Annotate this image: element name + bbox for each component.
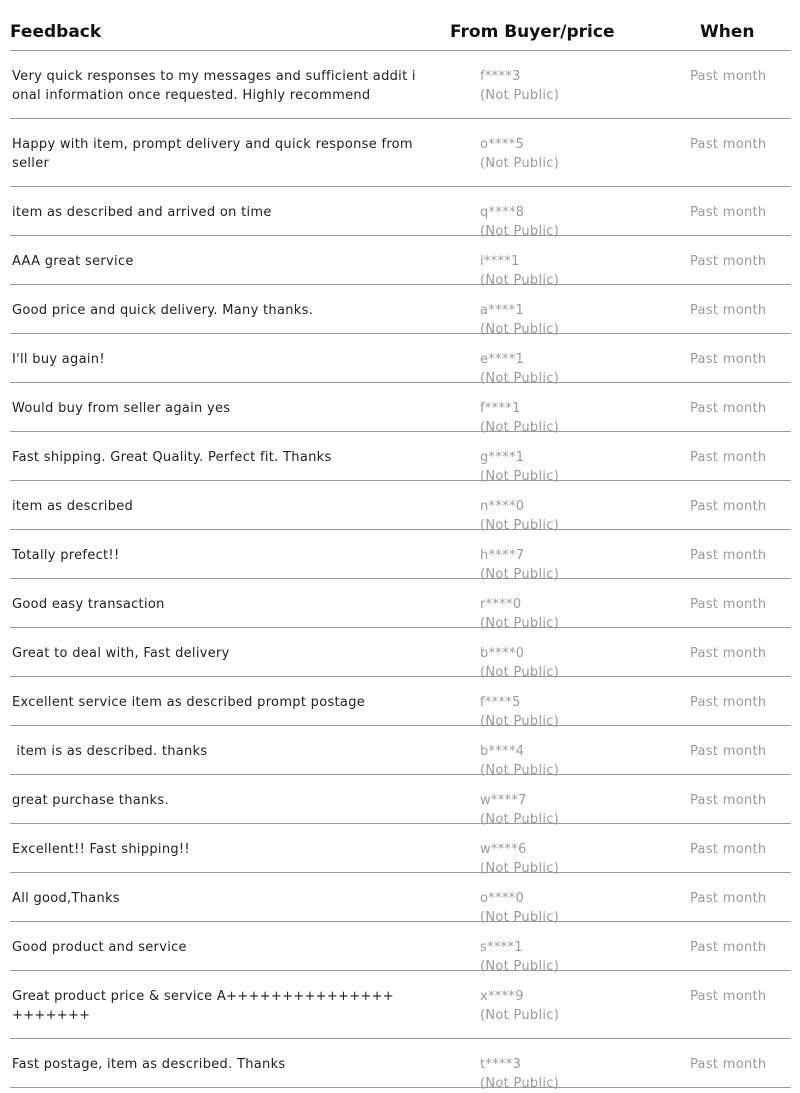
buyer-id <box>480 67 559 105</box>
feedback-text: Very quick responses to my messages and sufficient addit ional information once requested. Highly recommend <box>12 69 416 103</box>
feedback-date: Past month <box>690 69 767 84</box>
feedback-row <box>10 236 791 288</box>
buyer-name: w****7 <box>480 793 527 808</box>
feedback-date: Past month <box>690 940 767 955</box>
feedback-date: Past month <box>690 137 767 152</box>
feedback-date: Past month <box>690 548 767 563</box>
feedback-text: Good price and quick delivery. Many thanks. <box>12 303 314 318</box>
feedback-text: Excellent service item as described prompt postage <box>12 695 366 710</box>
buyer-visibility: (Not Public) <box>480 1076 560 1091</box>
feedback-date: Past month <box>690 597 767 612</box>
feedback-row <box>10 824 791 876</box>
feedback-row <box>10 187 791 239</box>
buyer-name: r****0 <box>480 597 522 612</box>
feedback-date: Past month <box>690 891 767 906</box>
feedback-text: Would buy from seller again yes <box>12 401 231 416</box>
feedback-date: Past month <box>690 646 767 661</box>
buyer-visibility: (Not Public) <box>480 567 560 582</box>
feedback-row <box>10 119 791 187</box>
buyer-visibility: (Not Public) <box>480 273 560 288</box>
buyer-visibility: (Not Public) <box>480 616 560 631</box>
buyer-name: s****1 <box>480 940 523 955</box>
buyer-visibility: (Not Public) <box>480 88 560 103</box>
buyer-visibility: (Not Public) <box>480 959 560 974</box>
feedback-text: item as described and arrived on time <box>12 205 272 220</box>
buyer-id <box>480 987 559 1025</box>
feedback-row <box>10 51 791 119</box>
feedback-row <box>10 579 791 631</box>
buyer-name: q****8 <box>480 205 525 220</box>
feedback-row <box>10 285 791 337</box>
feedback-text: Great product price & service A+++++++++++++++ +++++++ <box>12 989 394 1023</box>
buyer-name: w****6 <box>480 842 527 857</box>
buyer-visibility: (Not Public) <box>480 665 560 680</box>
buyer-name: e****1 <box>480 352 525 367</box>
buyer-name: n****0 <box>480 499 525 514</box>
feedback-date: Past month <box>690 352 767 367</box>
when-column-header: When <box>700 22 755 42</box>
feedback-date: Past month <box>690 205 767 220</box>
buyer-id <box>480 1055 559 1093</box>
feedback-row <box>10 873 791 925</box>
feedback-date: Past month <box>690 254 767 269</box>
feedback-date: Past month <box>690 744 767 759</box>
feedback-text: great purchase thanks. <box>12 793 169 808</box>
buyer-name: g****1 <box>480 450 525 465</box>
buyer-name: f****3 <box>480 69 521 84</box>
feedback-text: item as described <box>12 499 134 514</box>
feedback-date: Past month <box>690 695 767 710</box>
buyer-name: o****5 <box>480 137 525 152</box>
buyer-name: b****4 <box>480 744 525 759</box>
buyer-visibility: (Not Public) <box>480 322 560 337</box>
feedback-date: Past month <box>690 499 767 514</box>
feedback-text: Happy with item, prompt delivery and quick response from seller <box>12 137 413 171</box>
feedback-row <box>10 432 791 484</box>
feedback-row <box>10 628 791 680</box>
buyer-id <box>480 135 559 173</box>
feedback-date: Past month <box>690 793 767 808</box>
feedback-row <box>10 481 791 533</box>
feedback-text: Great to deal with, Fast delivery <box>12 646 230 661</box>
table-header <box>10 0 791 51</box>
feedback-text: Fast shipping. Great Quality. Perfect fit. Thanks <box>12 450 332 465</box>
buyer-visibility: (Not Public) <box>480 156 560 171</box>
feedback-date: Past month <box>690 303 767 318</box>
feedback-date: Past month <box>690 1057 767 1072</box>
buyer-visibility: (Not Public) <box>480 420 560 435</box>
feedback-date: Past month <box>690 989 767 1004</box>
feedback-text: Totally prefect!! <box>12 548 120 563</box>
buyer-visibility: (Not Public) <box>480 812 560 827</box>
feedback-text: All good,Thanks <box>12 891 120 906</box>
feedback-date: Past month <box>690 842 767 857</box>
buyer-name: h****7 <box>480 548 525 563</box>
feedback-text: Good product and service <box>12 940 187 955</box>
feedback-row <box>10 1039 791 1091</box>
buyer-name: b****0 <box>480 646 525 661</box>
feedback-text: item is as described. thanks <box>12 744 208 759</box>
feedback-row <box>10 383 791 435</box>
feedback-date: Past month <box>690 450 767 465</box>
feedback-row <box>10 530 791 582</box>
buyer-visibility: (Not Public) <box>480 763 560 778</box>
feedback-text: I'll buy again! <box>12 352 105 367</box>
feedback-date: Past month <box>690 401 767 416</box>
buyer-visibility: (Not Public) <box>480 861 560 876</box>
buyer-name: o****0 <box>480 891 525 906</box>
buyer-visibility: (Not Public) <box>480 371 560 386</box>
buyer-visibility: (Not Public) <box>480 518 560 533</box>
feedback-row <box>10 971 791 1039</box>
buyer-name: f****1 <box>480 401 521 416</box>
buyer-name: t****3 <box>480 1057 522 1072</box>
buyer-visibility: (Not Public) <box>480 910 560 925</box>
feedback-row <box>10 726 791 778</box>
from-buyer-column-header: From Buyer/price <box>450 22 615 42</box>
buyer-visibility: (Not Public) <box>480 469 560 484</box>
feedback-row <box>10 334 791 386</box>
feedback-text: Fast postage, item as described. Thanks <box>12 1057 286 1072</box>
buyer-visibility: (Not Public) <box>480 224 560 239</box>
buyer-name: i****1 <box>480 254 520 269</box>
buyer-name: a****1 <box>480 303 525 318</box>
feedback-column-header: Feedback <box>10 22 102 42</box>
feedback-text: Excellent!! Fast shipping!! <box>12 842 190 857</box>
feedback-text: Good easy transaction <box>12 597 165 612</box>
buyer-name: x****9 <box>480 989 524 1004</box>
buyer-name: f****5 <box>480 695 521 710</box>
buyer-visibility: (Not Public) <box>480 714 560 729</box>
feedback-row <box>10 677 791 729</box>
buyer-visibility: (Not Public) <box>480 1008 560 1023</box>
feedback-row <box>10 775 791 827</box>
feedback-row <box>10 922 791 974</box>
feedback-text: AAA great service <box>12 254 134 269</box>
